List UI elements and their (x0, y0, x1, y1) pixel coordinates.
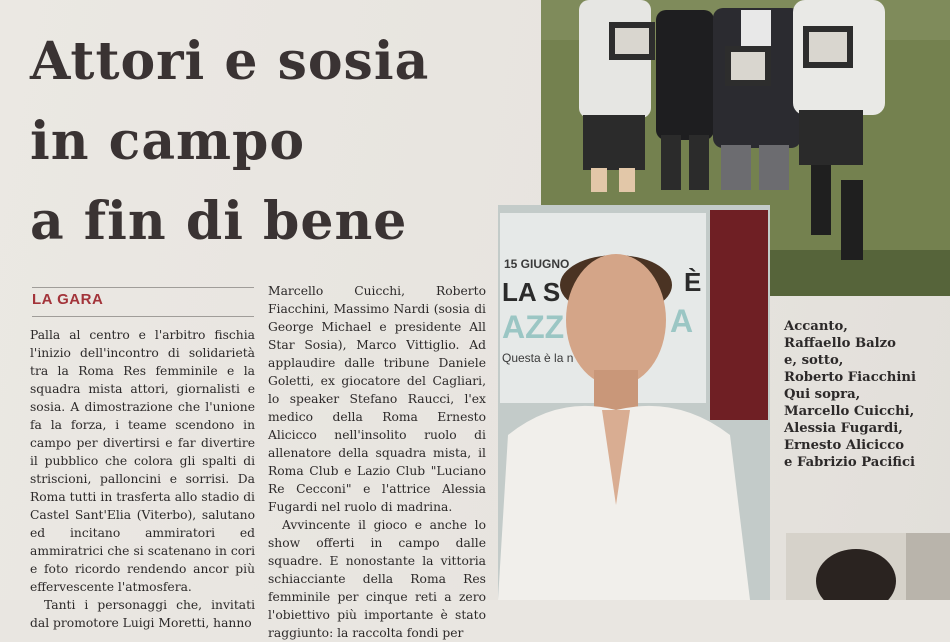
section-label: LA GARA (32, 291, 104, 308)
portrait-photo (498, 205, 770, 600)
headline-line-1: Attori e sosia (30, 31, 430, 92)
headline-line-2: in campo (30, 111, 306, 172)
column-1-paragraph-1: Palla al centro e l'arbitro fischia l'inizio dell'incontro di solidarietà tra la Roma Res femminile e la squadra mista attori, giornalisti e sosia. A dimostrazione che l'unione fa la forza, i teame scendono in campo per divertirsi e far divertire il pubblico che colora gli spalti di striscioni, palloncini e sorrisi. Da Roma tutti in trasferta allo stadio di Castel Sant'Elia (Viterbo), salutano ed incitano ammiratori ed ammiratrici che si scatenano in cori e foto ricordo rendendo ancor più effervescente l'atmosfera. (30, 328, 255, 594)
caption-line: Accanto, (784, 319, 848, 334)
banner-line-1-end: È (684, 267, 702, 297)
banner-tagline: Questa è la n (502, 351, 574, 365)
small-photo (786, 533, 950, 600)
article-column-2 (268, 282, 486, 642)
column-1-paragraph-2: Tanti i personaggi che, invitati dal promotore Luigi Moretti, hanno (30, 598, 255, 630)
headline-line-3: a fin di bene (30, 191, 408, 252)
caption-line: Roberto Fiacchini (784, 370, 916, 385)
article-column-1 (30, 326, 255, 632)
caption-line: e, sotto, (784, 353, 844, 368)
caption-line: Alessia Fugardi, (784, 421, 903, 436)
column-2-paragraph-1: Marcello Cuicchi, Roberto Fiacchini, Massimo Nardi (sosia di George Michael e presidente All Star Sosia), Marco Vittiglio. Ad applaudire dalle tribune Daniele Goletti, ex giocatore del Cagliari, lo speaker Stefano Raucci, l'ex medico della Roma Ernesto Alicicco nell'insolito ruolo di allenatore della squadra mista, il Roma Club e Lazio Club "Luciano Re Cecconi" e l'attrice Alessia Fugardi nel ruolo di madrina. (268, 284, 486, 514)
column-2-paragraph-2: Avvincente il gioco e anche lo show offerti in campo dalle squadre. E nonostante la vittoria schiacciante della Roma Res femminile per cinque reti a zero l'obiettivo più importante è stato raggiunto: la raccolta fondi per (268, 518, 486, 640)
banner-line-1: LA S (502, 277, 561, 307)
photo-caption (784, 318, 944, 471)
caption-line: Marcello Cuicchi, (784, 404, 915, 419)
caption-line: Qui sopra, (784, 387, 861, 402)
banner-date: 15 GIUGNO (504, 257, 570, 271)
caption-line: e Fabrizio Pacifici (784, 455, 916, 470)
section-header (32, 287, 254, 317)
caption-line: Raffaello Balzo (784, 336, 896, 351)
banner-line-2-end: A (670, 303, 694, 339)
caption-line: Ernesto Alicicco (784, 438, 905, 453)
small-photo-illustration (786, 533, 950, 600)
headline (30, 22, 500, 262)
banner-line-2: AZZ (502, 309, 565, 345)
